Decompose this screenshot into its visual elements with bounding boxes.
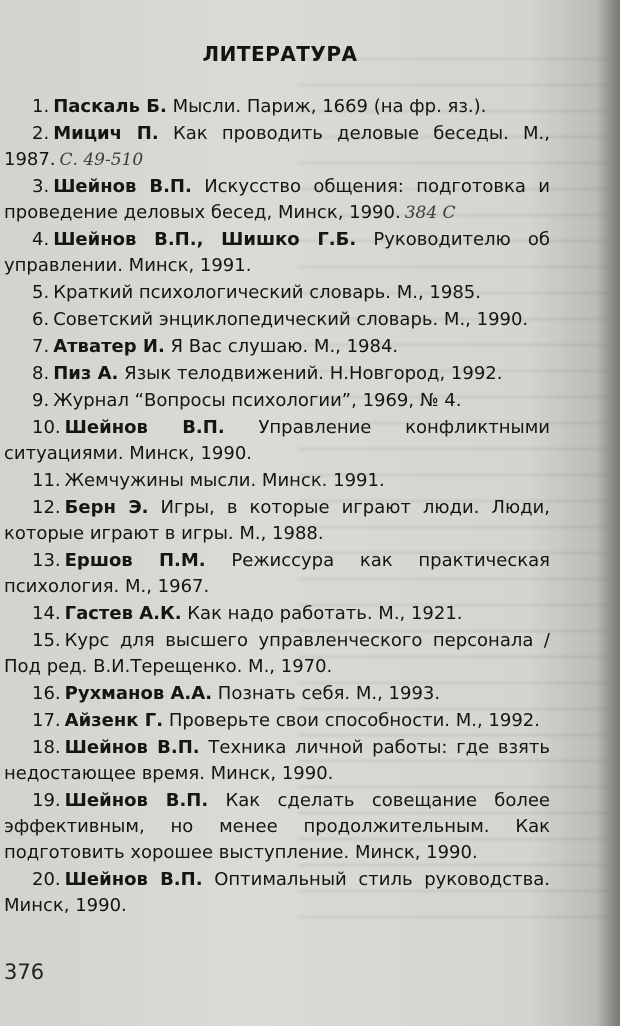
page-edge-shadow [598,0,620,1026]
reference-item: 18. Шейнов В.П. Техника личной работы: где взять недостающее время. Минск, 1990. [4,737,550,784]
reference-item: 19. Шейнов В.П. Как сделать совещание более эффективным, но менее продолжительным. Как подготовить хорошее выступление. Минск, 1990. [4,790,550,863]
reference-item: 9. Журнал “Вопросы психологии”, 1969, № 4. [32,390,462,411]
reference-list [4,94,550,920]
reference-item: 14. Гастев А.К. Как надо работать. М., 1921. [32,603,463,624]
reference-item: 5. Краткий психологический словарь. М., 1985. [32,282,481,303]
handwritten-note: С. 49-510 [59,150,144,170]
reference-item: 1. Паскаль Б. Мысли. Париж, 1669 (на фр. яз.). [32,96,487,117]
handwritten-note: 384 С [404,203,456,223]
page-title: ЛИТЕРАТУРА [202,42,358,66]
reference-item: 6. Советский энциклопедический словарь. М., 1990. [32,309,529,330]
reference-item: 8. Пиз А. Язык телодвижений. Н.Новгород, 1992. [32,363,503,384]
reference-item: 4. Шейнов В.П., Шишко Г.Б. Руководителю об управлении. Минск, 1991. [4,229,550,276]
page-number: 376 [4,960,45,984]
reference-item: 17. Айзенк Г. Проверьте свои способности. М., 1992. [32,710,540,731]
reference-item: 16. Рухманов А.А. Познать себя. М., 1993. [32,683,441,704]
reference-item: 13. Ершов П.М. Режиссура как практическая психология. М., 1967. [4,550,550,597]
reference-item: 11. Жемчужины мысли. Минск. 1991. [32,470,385,491]
reference-item: 2. Мицич П. Как проводить деловые беседы. М., 1987. С. 49-510 [4,123,550,170]
reference-item: 10. Шейнов В.П. Управление конфликтными ситуациями. Минск, 1990. [4,417,550,464]
reference-item: 15. Курс для высшего управленческого персонала / Под ред. В.И.Терещенко. М., 1970. [4,630,550,677]
reference-item: 20. Шейнов В.П. Оптимальный стиль руководства. Минск, 1990. [4,869,550,916]
reference-item: 12. Берн Э. Игры, в которые играют люди. Люди, которые играют в игры. М., 1988. [4,497,550,544]
reference-item: 3. Шейнов В.П. Искусство общения: подготовка и проведение деловых бесед, Минск, 1990. 384 С [4,176,550,223]
reference-item: 7. Атватер И. Я Вас слушаю. М., 1984. [32,336,399,357]
